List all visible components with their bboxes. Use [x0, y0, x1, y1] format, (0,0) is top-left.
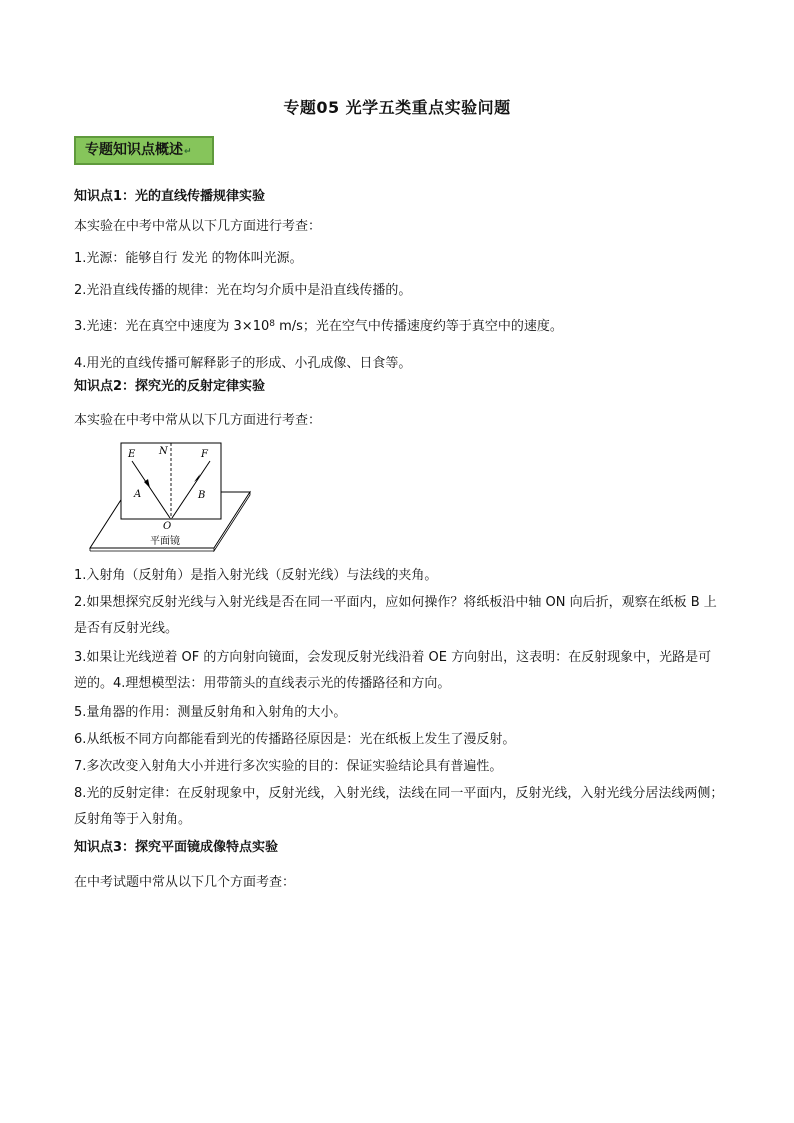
- section2-item2: 2.如果想探究反射光线与入射光线是否在同一平面内，应如何操作？将纸板沿中轴 ON 向后折，观察在纸板 B 上是否有反射光线。: [74, 595, 717, 636]
- section2-item7: 7.多次改变入射角大小并进行多次实验的目的：保证实验结论具有普遍性。: [74, 759, 503, 774]
- section2-item6: 6.从纸板不同方向都能看到光的传播路径原因是：光在纸板上发生了漫反射。: [74, 732, 516, 747]
- label-e: E: [128, 449, 136, 460]
- item3-pre: 3.光速：光在真空中速度为 3×10: [74, 319, 270, 334]
- section1-item1: 1.光源：能够自行 发光 的物体叫光源。: [74, 251, 303, 266]
- item3-post: m/s；光在空气中传播速度约等于真空中的速度。: [274, 319, 563, 334]
- reflection-experiment-figure: [88, 440, 258, 552]
- section3-intro: 在中考试题中常从以下几个方面考查：: [74, 875, 296, 890]
- item3-exponent: 8: [269, 319, 275, 329]
- label-f: F: [201, 449, 208, 460]
- section1-heading: 知识点1：光的直线传播规律实验: [74, 189, 266, 204]
- banner-label: 专题知识点概述: [85, 142, 183, 158]
- section1-item4: 4.用光的直线传播可解释影子的形成、小孔成像、日食等。: [74, 356, 412, 371]
- label-n: N: [159, 446, 168, 457]
- section2-intro: 本实验在中考中常从以下几方面进行考查：: [74, 413, 322, 428]
- section-banner: [74, 136, 214, 165]
- section1-intro: 本实验在中考中常从以下几方面进行考查：: [74, 219, 322, 234]
- label-b: B: [198, 490, 206, 501]
- label-a: A: [134, 489, 142, 500]
- section3-heading: 知识点3：探究平面镜成像特点实验: [74, 840, 279, 855]
- label-mirror: 平面镜: [150, 536, 180, 547]
- section1-item2: 2.光沿直线传播的规律：光在均匀介质中是沿直线传播的。: [74, 283, 412, 298]
- document-title: 专题05 光学五类重点实验问题: [283, 98, 511, 117]
- label-o: O: [163, 521, 172, 532]
- section2-item3: 3.如果让光线逆着 OF 的方向射向镜面，会发现反射光线沿着 OE 方向射出，这表明：在反射现象中，光路是可逆的。4.理想模型法：用带箭头的直线表示光的传播路径和方向。: [74, 650, 712, 691]
- section2-item8: 8.光的反射定律：在反射现象中，反射光线，入射光线，法线在同一平面内，反射光线，入射光线分居法线两侧；反射角等于入射角。: [74, 786, 724, 827]
- section2-item1: 1.入射角（反射角）是指入射光线（反射光线）与法线的夹角。: [74, 568, 438, 583]
- section1-item3: [74, 313, 724, 340]
- section2-item5: 5.量角器的作用：测量反射角和入射角的大小。: [74, 705, 347, 720]
- section2-heading: 知识点2：探究光的反射定律实验: [74, 379, 266, 394]
- paragraph-mark-icon: ↵: [184, 147, 192, 157]
